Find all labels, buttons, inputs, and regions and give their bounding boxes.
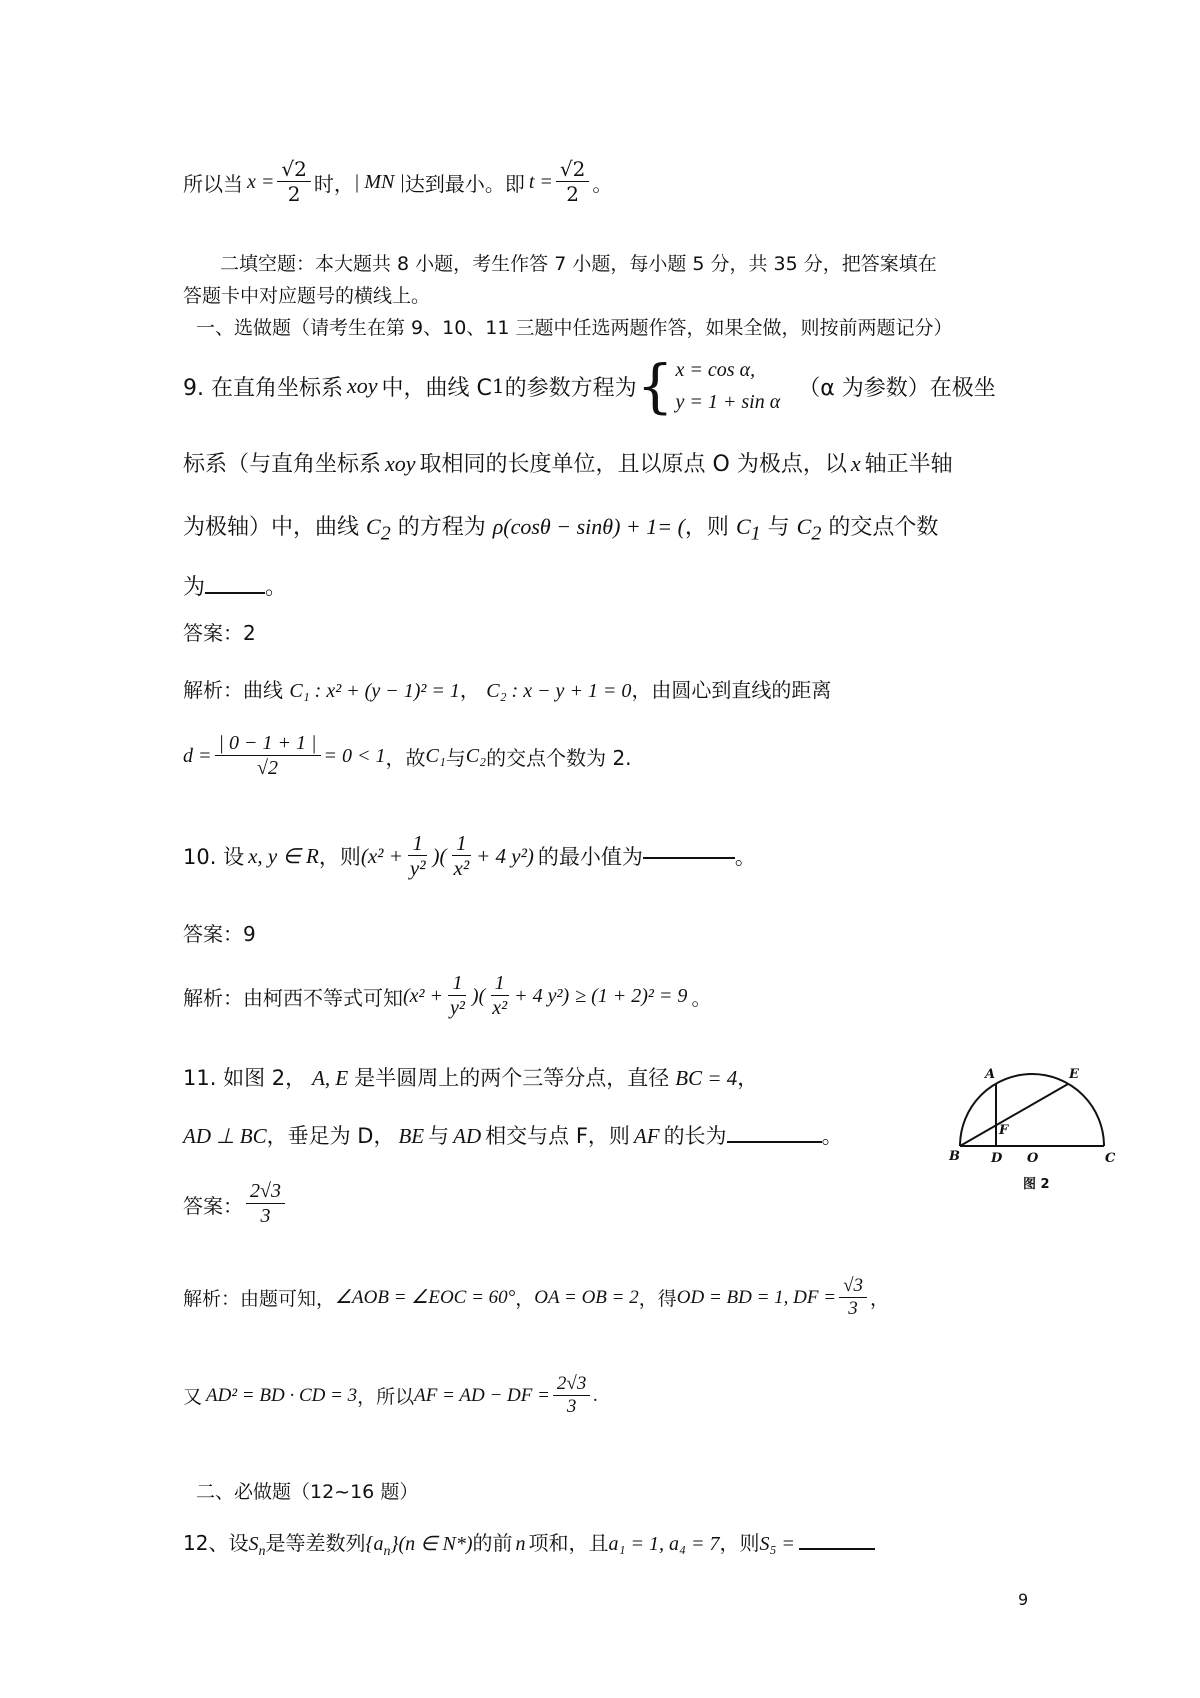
- q9-analysis-line1: 解析：曲线 C₁ : x² + (y − 1)² = 1， C₂ : x − y + 1 = 0，由圆心到直线的距离: [183, 678, 832, 702]
- elective-header: 一、选做题（请考生在第 9、10、11 三题中任选两题作答，如果全做，则按前两题记分）: [196, 317, 953, 339]
- figure-2-semicircle: [945, 1046, 1135, 1206]
- q11-analysis-line2: 又 AD² = BD · CD = 3 ，所以 AF = AD − DF = $\frac{2√3}{3}$ .: [183, 1373, 599, 1417]
- q12-question: 12、设$S_n$是等差数列$\{a_n\}(n$ ∈ N*)的前 n 项和，且a₁ = 1, a₄ = 7，则S₅ =: [183, 1527, 875, 1560]
- figure-caption: 图 2: [1023, 1177, 1050, 1192]
- q9-line1: 9. 在直角坐标系 xoy 中，曲线 C 1 的参数方程为 { x = cos α, y = 1 + sin α （α 为参数）在极坐: [183, 352, 996, 420]
- top-line: 所以当 x = $\frac{√2}{2}$ 时， | MN | 达到最小。即 t = $\frac{√2}{2}$ 。: [183, 157, 613, 206]
- semicircle-arc: [960, 1074, 1104, 1146]
- q9-answer: 答案：2: [183, 621, 256, 645]
- parametric-system: { x = cos α, y = 1 + sin α: [636, 352, 781, 420]
- q9-line3: 为极轴）中，曲线 $C_2$ 的方程为 ρ(cosθ − sinθ) + 1= (，则 $C_1$ 与 $C_2$ 的交点个数: [183, 514, 939, 545]
- section-intro-line1: 二填空题：本大题共 8 小题，考生作答 7 小题，每小题 5 分，共 35 分，把答案填在: [220, 253, 937, 275]
- section-intro-line2: 答题卡中对应题号的横线上。: [183, 285, 431, 307]
- label-c: C: [1105, 1151, 1116, 1166]
- q11-line1: 11. 如图 2， A, E 是半圆周上的两个三等分点，直径 BC = 4，: [183, 1066, 759, 1090]
- required-header: 二、必做题（12~16 题）: [196, 1481, 419, 1503]
- q9-line2: 标系（与直角坐标系 xoy 取相同的长度单位，且以原点 O 为极点，以 x 轴正半轴: [183, 451, 953, 477]
- q9-analysis-line2: d = $\frac{| 0 - 1 + 1 |}{√2}$ = 0 < 1 ，故 C₁ 与 C₂ 的交点个数为 2.: [183, 732, 632, 779]
- label-a: A: [985, 1067, 996, 1082]
- answer-blank[interactable]: [727, 1140, 822, 1143]
- q11-answer: 答案： $\frac{2√3}{3}$: [183, 1180, 288, 1228]
- answer-blank[interactable]: [799, 1547, 875, 1550]
- distance-fraction: $\frac{| 0 - 1 + 1 |}{√2}$: [215, 732, 321, 780]
- fraction-sqrt2-over-2-b: $\frac{√2}{2}$: [556, 158, 589, 206]
- q11-analysis-line1: 解析：由题可知， ∠AOB = ∠EOC = 60° ， OA = OB = 2 ，得 OD = BD = 1, DF = $\frac{√3}{3}$ ，: [183, 1275, 890, 1319]
- q9-line4: 为 。: [183, 575, 288, 600]
- label-f: F: [999, 1123, 1009, 1138]
- answer-blank[interactable]: [643, 856, 735, 859]
- q10-question: 10. 设 x, y ∈ R ，则 (x² + $\frac{1}{\text{y²}}$ )( $\frac{1}{\text{x²}}$ + 4 y²) 的最小值为 。: [183, 831, 756, 881]
- label-o: O: [1027, 1151, 1039, 1166]
- q11-line2: AD ⊥ BC，垂足为 D， BE 与 AD 相交与点 F，则 AF 的长为 。: [183, 1124, 843, 1148]
- label-b: B: [949, 1149, 960, 1164]
- left-brace-icon: {: [636, 352, 674, 420]
- answer-fraction: $\frac{2√3}{3}$: [246, 1180, 285, 1228]
- answer-blank[interactable]: [205, 591, 265, 594]
- label-d: D: [991, 1151, 1003, 1166]
- fraction-sqrt2-over-2: $\frac{√2}{2}$: [277, 158, 310, 206]
- page-number: 9: [1018, 1590, 1029, 1609]
- label-e: E: [1069, 1067, 1079, 1082]
- q10-answer: 答案：9: [183, 922, 256, 946]
- q10-analysis: 解析：由柯西不等式可知 (x² + $\frac{1}{\text{y²}}$ )( $\frac{1}{\text{x²}}$ + 4 y²) ≥ (1 + 2)² = 9 。: [183, 972, 712, 1019]
- chord-be: [960, 1084, 1068, 1146]
